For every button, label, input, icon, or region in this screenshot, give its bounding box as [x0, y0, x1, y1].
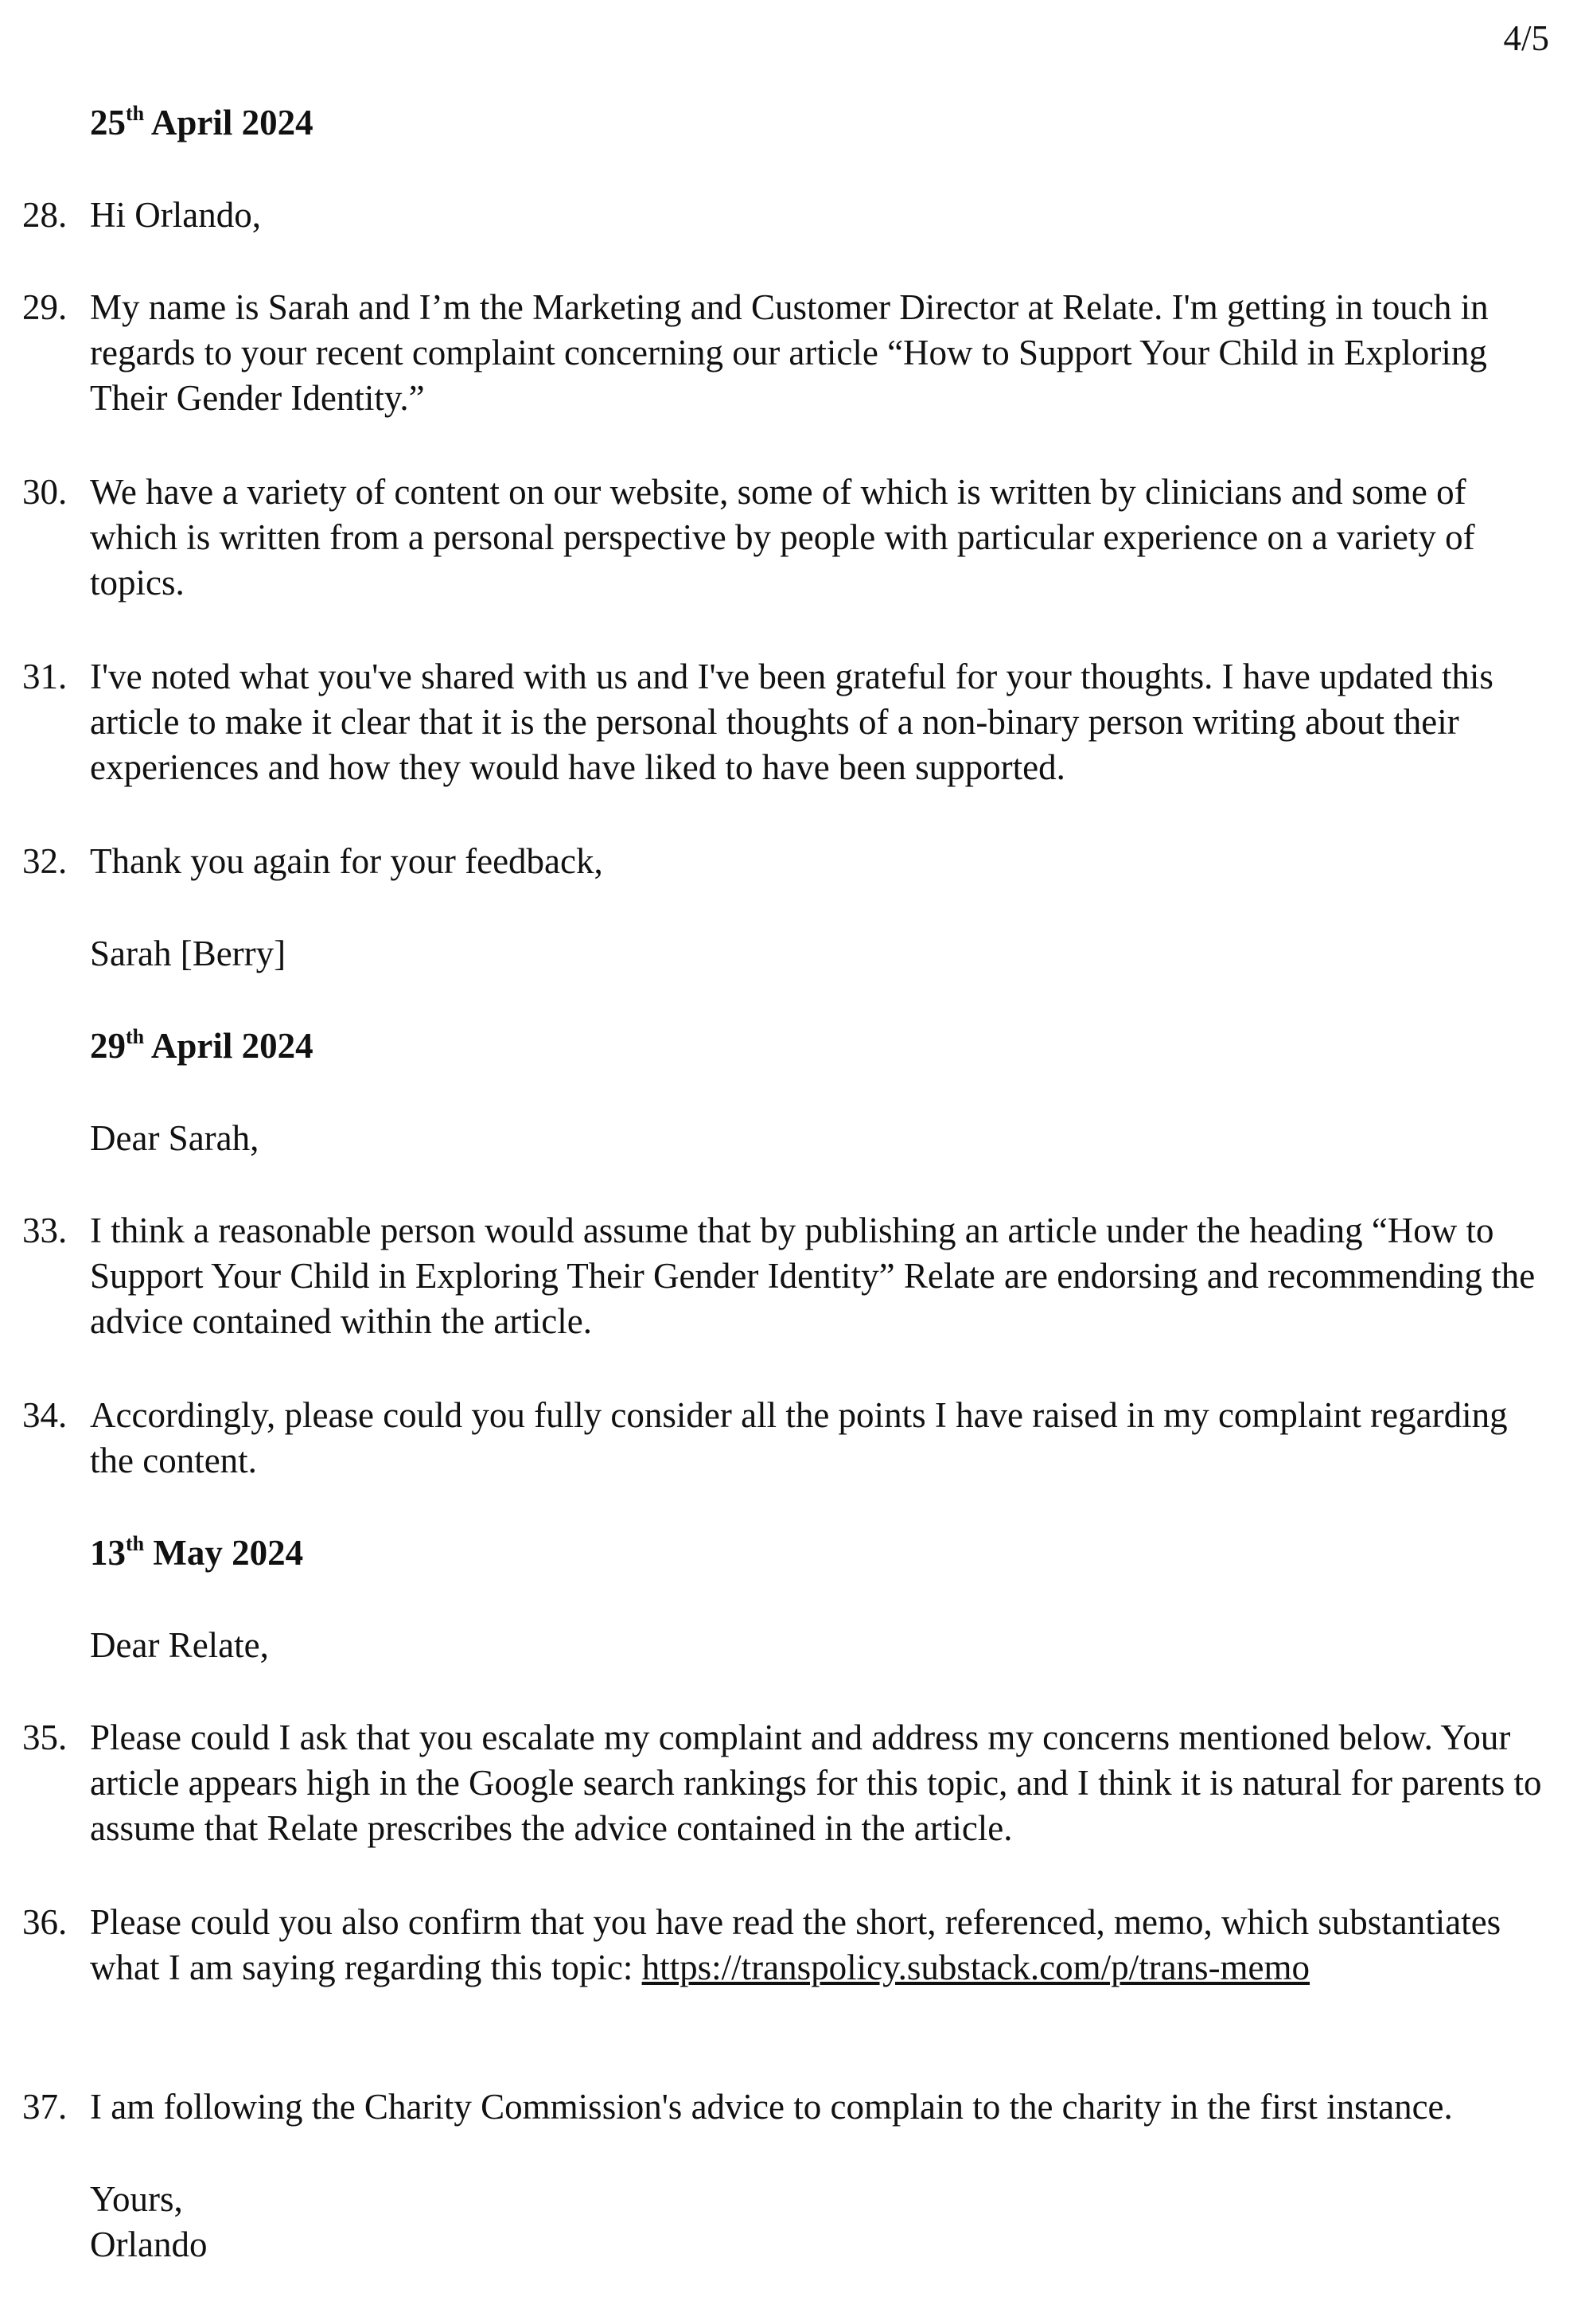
paragraph-text: My name is Sarah and I’m the Marketing and Customer Director at Relate. I'm getting in touch in regards to your recent complaint concerning our article “How to Support Your Child in Exploring Their Gender Identity.” — [90, 287, 1489, 418]
memo-link[interactable]: https://transpolicy.substack.com/p/trans-memo — [641, 1948, 1310, 1987]
paragraph-text: I am following the Charity Commission's advice to complain to the charity in the first instance. — [90, 2087, 1453, 2127]
paragraph-text: Hi Orlando, — [90, 195, 261, 235]
signature-orlando: Orlando — [90, 2225, 208, 2264]
paragraph-text: Please could I ask that you escalate my complaint and address my concerns mentioned below. Your article appears high in the Google search rankings for this topic, and I think it is natural for parents to assume that Relate prescribes the advice contained in the article. — [90, 1718, 1542, 1848]
paragraph-text: Thank you again for your feedback, — [90, 841, 603, 881]
date-month-year: April 2024 — [144, 103, 313, 142]
date-day: 25 — [90, 103, 126, 142]
paragraph-number: 32. — [22, 841, 68, 881]
salutation-text: Dear Relate, — [90, 1625, 269, 1665]
paragraph-number: 35. — [22, 1718, 68, 1757]
date-month-year: May 2024 — [144, 1533, 304, 1573]
date-suffix: th — [126, 102, 145, 125]
page-number: 4/5 — [1503, 18, 1549, 58]
paragraph-text: I think a reasonable person would assume that by publishing an article under the heading “How to Support Your Child in Exploring Their Gender Identity” Relate are endorsing and recommending the advice contained within the article. — [90, 1211, 1536, 1341]
paragraph-number: 30. — [22, 472, 68, 512]
paragraph-number: 36. — [22, 1902, 68, 1942]
paragraph-text — [90, 1900, 1562, 1991]
closing-yours: Yours, — [90, 2179, 183, 2219]
paragraph-number: 37. — [22, 2087, 68, 2127]
date-month-year: April 2024 — [144, 1026, 313, 1066]
paragraph-number: 29. — [22, 287, 68, 327]
paragraph-text: Accordingly, please could you fully consider all the points I have raised in my complaint regarding the content. — [90, 1395, 1508, 1480]
signature-text: Sarah [Berry] — [90, 934, 286, 973]
paragraph-number: 34. — [22, 1395, 68, 1435]
paragraph-number: 28. — [22, 195, 68, 235]
paragraph-text: We have a variety of content on our website, some of which is written by clinicians and some of which is written from a personal perspective by people with particular experience on a variety of topics. — [90, 472, 1475, 602]
date-suffix: th — [126, 1025, 145, 1048]
salutation-text: Dear Sarah, — [90, 1118, 259, 1158]
paragraph-body: Please could you also confirm that you have read the short, referenced, memo, which substantiates what I am saying regarding this topic: — [90, 1902, 1501, 1987]
date-day: 29 — [90, 1026, 126, 1066]
paragraph-number: 31. — [22, 657, 68, 696]
paragraph-number: 33. — [22, 1211, 68, 1250]
date-day: 13 — [90, 1533, 126, 1573]
paragraph-text: I've noted what you've shared with us and I've been grateful for your thoughts. I have updated this article to make it clear that it is the personal thoughts of a non-binary person writing about their experiences and how they would have liked to have been supported. — [90, 657, 1493, 787]
date-suffix: th — [126, 1532, 145, 1555]
